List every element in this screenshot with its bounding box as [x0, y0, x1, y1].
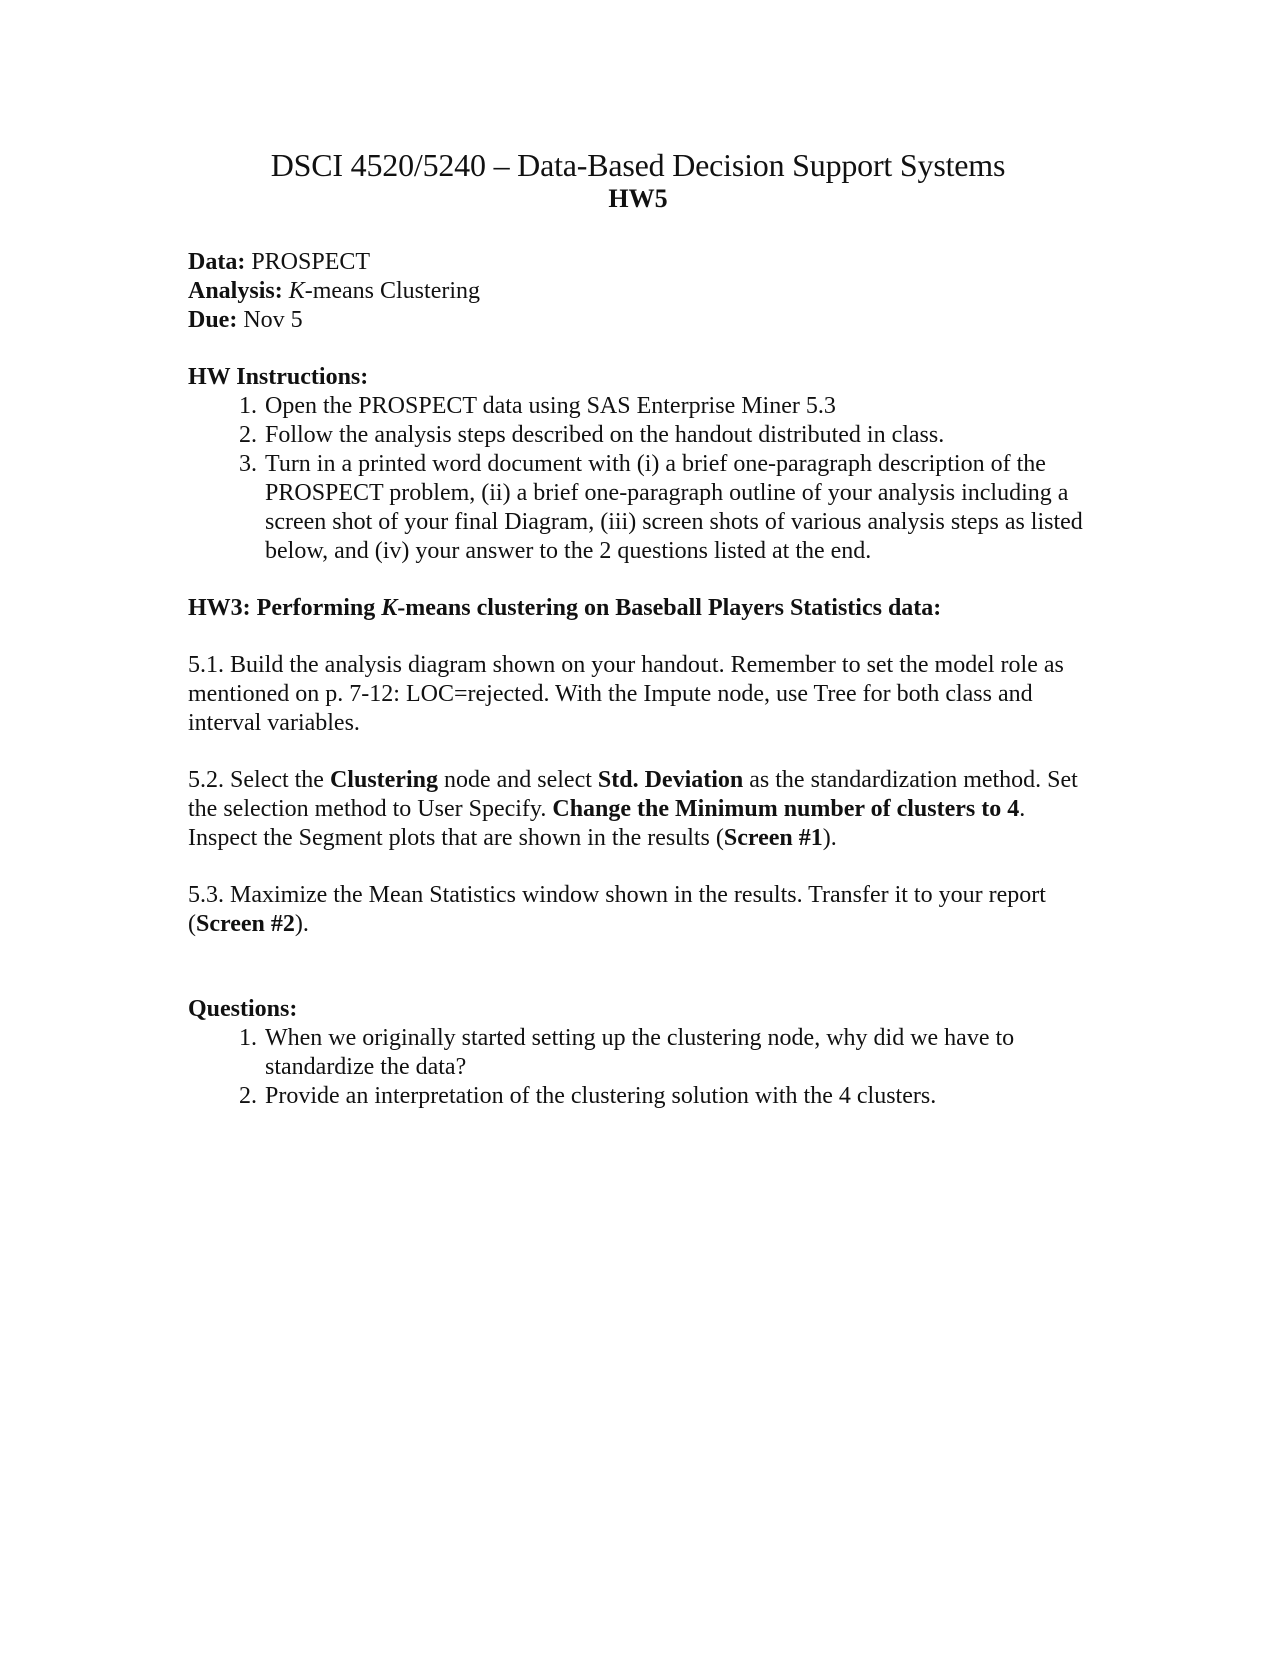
step-5-2-text: as the standardization method. Set the selection method to User Specify. [188, 767, 1078, 822]
meta-block [188, 248, 1088, 335]
meta-data-line [188, 248, 1088, 277]
meta-analysis-k: K [288, 278, 305, 304]
instruction-item: 3. Turn in a printed word document with (i) a brief one-paragraph description of the PROSPECT problem, (ii) a brief one-paragraph outline of your analysis including a screen shot of your final Diagram, (iii) screen shots of various analysis steps as listed below, and (iv) your answer to the 2 questions listed at the end. [263, 450, 1088, 566]
meta-analysis-value: -means Clustering [304, 278, 481, 304]
step-5-1: 5.1. Build the analysis diagram shown on your handout. Remember to set the model role as mentioned on p. 7-12: LOC=rejected. With the Impute node, use Tree for both class and interval variables. [188, 652, 1064, 736]
step-5-2 [188, 766, 1088, 853]
meta-data-label: Data: [188, 249, 246, 275]
instructions-section [188, 363, 1088, 566]
question-item: 2. Provide an interpretation of the clustering solution with the 4 clusters. [263, 1082, 1088, 1111]
meta-analysis-label: Analysis: [188, 278, 283, 304]
page-title: DSCI 4520/5240 – Data-Based Decision Support Systems [270, 147, 1006, 183]
hw3-heading-pre: HW3: Performing [188, 595, 382, 621]
question-item: 1. When we originally started setting up the clustering node, why did we have to standardize the data? [263, 1024, 1088, 1082]
step-5-2-text: node and select [437, 767, 598, 793]
step-5-2-text: 5.2. Select the [188, 767, 330, 793]
hw3-heading-k: K [381, 595, 398, 621]
meta-due-value: Nov 5 [243, 307, 303, 333]
meta-due-line [188, 306, 1088, 335]
meta-data-value: PROSPECT [251, 249, 371, 275]
step-5-2-min-clusters: Change the Minimum number of clusters to 4 [552, 796, 1020, 822]
instructions-heading: HW Instructions: [188, 364, 369, 390]
step-5-3-text: ). [294, 911, 309, 937]
step-5-3-screen-2: Screen #2 [196, 911, 295, 937]
step-5-2-std-deviation: Std. Deviation [597, 767, 744, 793]
step-5-2-text: . Inspect the Segment plots that are shown in the results ( [188, 796, 1026, 851]
page-subtitle: HW5 [608, 184, 668, 213]
hw3-heading-post: -means clustering on Baseball Players Statistics data: [397, 595, 942, 621]
questions-list [188, 1024, 1088, 1111]
document-page [188, 146, 1088, 1111]
step-5-3 [188, 881, 1088, 939]
step-5-2-clustering: Clustering [329, 767, 438, 793]
instructions-list [188, 392, 1088, 566]
instruction-item: 2. Follow the analysis steps described on the handout distributed in class. [263, 421, 1088, 450]
meta-due-label: Due: [188, 307, 238, 333]
step-5-2-screen-1: Screen #1 [723, 825, 823, 851]
meta-analysis-line [188, 277, 1088, 306]
questions-section [188, 995, 1088, 1111]
instruction-item: 1. Open the PROSPECT data using SAS Enterprise Miner 5.3 [263, 392, 1088, 421]
step-5-2-text: ). [822, 825, 837, 851]
questions-heading: Questions: [188, 996, 298, 1022]
hw3-heading [188, 594, 1088, 623]
step-5-3-text: 5.3. Maximize the Mean Statistics window shown in the results. Transfer it to your report ( [188, 882, 1046, 937]
